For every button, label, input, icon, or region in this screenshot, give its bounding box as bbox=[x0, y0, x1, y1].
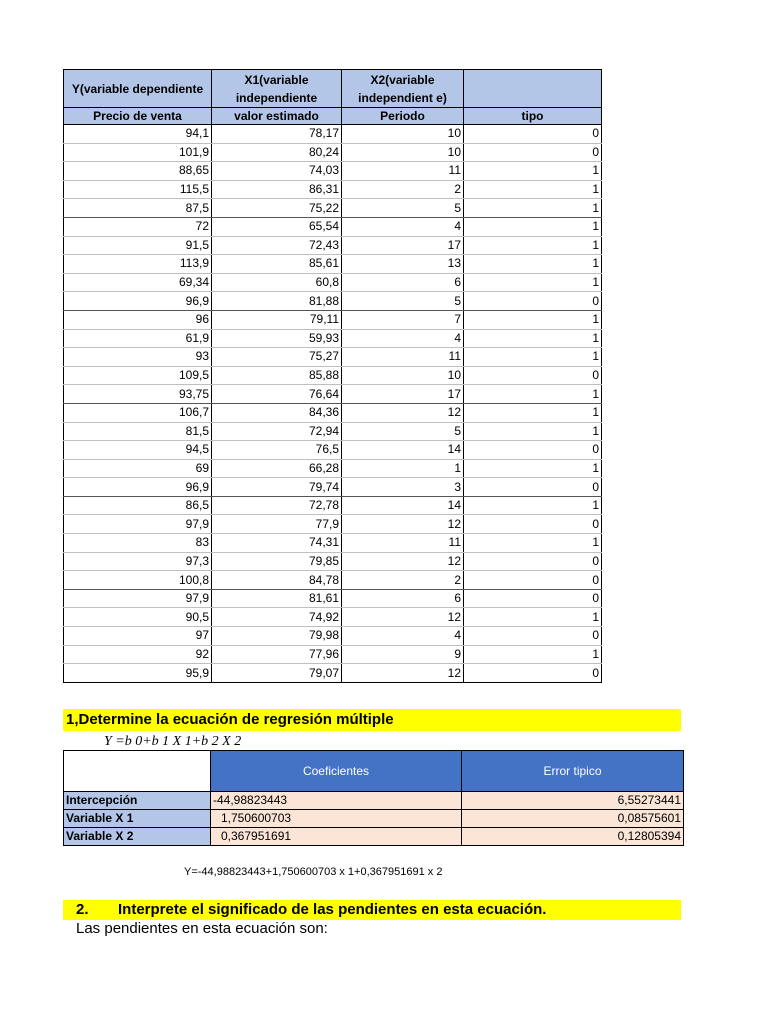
precio-cell: 69 bbox=[64, 459, 212, 478]
periodo-cell: 11 bbox=[342, 534, 464, 553]
subheader-precio: Precio de venta bbox=[64, 108, 212, 125]
periodo-cell: 7 bbox=[342, 310, 464, 329]
precio-cell: 95,9 bbox=[64, 664, 212, 683]
coef-row bbox=[64, 792, 684, 810]
table-row bbox=[64, 403, 602, 422]
valor-cell: 79,74 bbox=[212, 478, 342, 497]
table-row bbox=[64, 162, 602, 181]
table-row bbox=[64, 217, 602, 236]
section1-heading: 1,Determine la ecuación de regresión múltiple bbox=[63, 709, 681, 731]
table-row bbox=[64, 627, 602, 646]
table-row bbox=[64, 348, 602, 367]
tipo-cell: 0 bbox=[464, 627, 602, 646]
valor-cell: 66,28 bbox=[212, 459, 342, 478]
precio-cell: 97,9 bbox=[64, 515, 212, 534]
table-row bbox=[64, 459, 602, 478]
tipo-cell: 0 bbox=[464, 571, 602, 590]
periodo-cell: 10 bbox=[342, 143, 464, 162]
valor-cell: 75,22 bbox=[212, 199, 342, 218]
tipo-cell: 1 bbox=[464, 422, 602, 441]
tipo-cell: 1 bbox=[464, 645, 602, 664]
periodo-cell: 5 bbox=[342, 422, 464, 441]
section2-number: 2. bbox=[76, 901, 89, 918]
coef-label: Variable X 1 bbox=[64, 810, 211, 828]
valor-cell: 80,24 bbox=[212, 143, 342, 162]
periodo-cell: 12 bbox=[342, 403, 464, 422]
precio-cell: 100,8 bbox=[64, 571, 212, 590]
precio-cell: 87,5 bbox=[64, 199, 212, 218]
valor-cell: 79,11 bbox=[212, 310, 342, 329]
tipo-cell: 0 bbox=[464, 441, 602, 460]
header-x2: X2(variable independient e) bbox=[342, 70, 464, 108]
valor-cell: 79,85 bbox=[212, 552, 342, 571]
table-row bbox=[64, 199, 602, 218]
tipo-cell: 0 bbox=[464, 515, 602, 534]
periodo-cell: 5 bbox=[342, 199, 464, 218]
tipo-cell: 1 bbox=[464, 329, 602, 348]
tipo-cell: 0 bbox=[464, 143, 602, 162]
valor-cell: 72,43 bbox=[212, 236, 342, 255]
periodo-cell: 17 bbox=[342, 236, 464, 255]
precio-cell: 93 bbox=[64, 348, 212, 367]
precio-cell: 96,9 bbox=[64, 478, 212, 497]
coefficients-table bbox=[63, 750, 684, 846]
periodo-cell: 9 bbox=[342, 645, 464, 664]
periodo-cell: 14 bbox=[342, 496, 464, 515]
coef-value: 1,750600703 bbox=[211, 810, 462, 828]
table-row bbox=[64, 385, 602, 404]
data-table-body bbox=[64, 125, 602, 683]
valor-cell: 65,54 bbox=[212, 217, 342, 236]
periodo-cell: 10 bbox=[342, 366, 464, 385]
valor-cell: 60,8 bbox=[212, 273, 342, 292]
precio-cell: 101,9 bbox=[64, 143, 212, 162]
valor-cell: 86,31 bbox=[212, 180, 342, 199]
valor-cell: 81,88 bbox=[212, 292, 342, 311]
subheader-periodo: Periodo bbox=[342, 108, 464, 125]
table-row bbox=[64, 571, 602, 590]
tipo-cell: 1 bbox=[464, 162, 602, 181]
periodo-cell: 4 bbox=[342, 627, 464, 646]
coef-value: 0,367951691 bbox=[211, 828, 462, 846]
section2-heading bbox=[63, 900, 681, 920]
tipo-cell: 1 bbox=[464, 403, 602, 422]
tipo-cell: 1 bbox=[464, 348, 602, 367]
table-row bbox=[64, 125, 602, 144]
coef-header-error: Error tipico bbox=[462, 751, 684, 792]
periodo-cell: 5 bbox=[342, 292, 464, 311]
header-x1: X1(variable independiente bbox=[212, 70, 342, 108]
tipo-cell: 1 bbox=[464, 310, 602, 329]
section2-title: Interprete el significado de las pendientes en esta ecuación. bbox=[118, 901, 547, 918]
tipo-cell: 1 bbox=[464, 459, 602, 478]
precio-cell: 93,75 bbox=[64, 385, 212, 404]
precio-cell: 94,5 bbox=[64, 441, 212, 460]
periodo-cell: 12 bbox=[342, 515, 464, 534]
table-row bbox=[64, 310, 602, 329]
table-row bbox=[64, 366, 602, 385]
precio-cell: 72 bbox=[64, 217, 212, 236]
table-row bbox=[64, 534, 602, 553]
table-row bbox=[64, 329, 602, 348]
tipo-cell: 1 bbox=[464, 534, 602, 553]
tipo-cell: 1 bbox=[464, 273, 602, 292]
periodo-cell: 2 bbox=[342, 180, 464, 199]
precio-cell: 97,3 bbox=[64, 552, 212, 571]
coef-label: Variable X 2 bbox=[64, 828, 211, 846]
periodo-cell: 12 bbox=[342, 608, 464, 627]
tipo-cell: 1 bbox=[464, 199, 602, 218]
coef-header-coeficientes: Coeficientes bbox=[211, 751, 462, 792]
precio-cell: 92 bbox=[64, 645, 212, 664]
coef-error: 0,12805394 bbox=[462, 828, 684, 846]
periodo-cell: 17 bbox=[342, 385, 464, 404]
table-row bbox=[64, 552, 602, 571]
header-blank bbox=[464, 70, 602, 108]
valor-cell: 79,98 bbox=[212, 627, 342, 646]
tipo-cell: 1 bbox=[464, 255, 602, 274]
header-y: Y(variable dependiente bbox=[64, 70, 212, 108]
coef-error: 6,55273441 bbox=[462, 792, 684, 810]
table-row bbox=[64, 422, 602, 441]
periodo-cell: 12 bbox=[342, 664, 464, 683]
precio-cell: 96 bbox=[64, 310, 212, 329]
periodo-cell: 3 bbox=[342, 478, 464, 497]
valor-cell: 77,96 bbox=[212, 645, 342, 664]
valor-cell: 85,88 bbox=[212, 366, 342, 385]
table-row bbox=[64, 645, 602, 664]
valor-cell: 81,61 bbox=[212, 589, 342, 608]
periodo-cell: 1 bbox=[342, 459, 464, 478]
table-row bbox=[64, 292, 602, 311]
valor-cell: 74,03 bbox=[212, 162, 342, 181]
valor-cell: 84,78 bbox=[212, 571, 342, 590]
valor-cell: 78,17 bbox=[212, 125, 342, 144]
valor-cell: 77,9 bbox=[212, 515, 342, 534]
precio-cell: 97,9 bbox=[64, 589, 212, 608]
tipo-cell: 0 bbox=[464, 552, 602, 571]
tipo-cell: 1 bbox=[464, 608, 602, 627]
equation-formula: Y =b 0+b 1 X 1+b 2 X 2 bbox=[104, 734, 242, 749]
table-row bbox=[64, 608, 602, 627]
table-row bbox=[64, 478, 602, 497]
coef-row bbox=[64, 810, 684, 828]
precio-cell: 61,9 bbox=[64, 329, 212, 348]
precio-cell: 83 bbox=[64, 534, 212, 553]
table-row bbox=[64, 273, 602, 292]
valor-cell: 76,5 bbox=[212, 441, 342, 460]
precio-cell: 109,5 bbox=[64, 366, 212, 385]
precio-cell: 94,1 bbox=[64, 125, 212, 144]
valor-cell: 59,93 bbox=[212, 329, 342, 348]
periodo-cell: 4 bbox=[342, 329, 464, 348]
table-row bbox=[64, 496, 602, 515]
tipo-cell: 1 bbox=[464, 217, 602, 236]
table-row bbox=[64, 236, 602, 255]
tipo-cell: 0 bbox=[464, 366, 602, 385]
periodo-cell: 14 bbox=[342, 441, 464, 460]
subheader-row bbox=[64, 108, 602, 125]
precio-cell: 90,5 bbox=[64, 608, 212, 627]
precio-cell: 106,7 bbox=[64, 403, 212, 422]
tipo-cell: 1 bbox=[464, 496, 602, 515]
precio-cell: 86,5 bbox=[64, 496, 212, 515]
valor-cell: 72,94 bbox=[212, 422, 342, 441]
precio-cell: 96,9 bbox=[64, 292, 212, 311]
coef-error: 0,08575601 bbox=[462, 810, 684, 828]
coef-row bbox=[64, 828, 684, 846]
valor-cell: 74,31 bbox=[212, 534, 342, 553]
precio-cell: 69,34 bbox=[64, 273, 212, 292]
subheader-tipo: tipo bbox=[464, 108, 602, 125]
data-table bbox=[63, 69, 602, 683]
table-row bbox=[64, 143, 602, 162]
periodo-cell: 2 bbox=[342, 571, 464, 590]
tipo-cell: 0 bbox=[464, 589, 602, 608]
periodo-cell: 11 bbox=[342, 348, 464, 367]
periodo-cell: 13 bbox=[342, 255, 464, 274]
periodo-cell: 11 bbox=[342, 162, 464, 181]
tipo-cell: 1 bbox=[464, 180, 602, 199]
coef-header-blank bbox=[64, 751, 211, 792]
coef-value: -44,98823443 bbox=[211, 792, 462, 810]
valor-cell: 79,07 bbox=[212, 664, 342, 683]
table-row bbox=[64, 255, 602, 274]
coef-label: Intercepción bbox=[64, 792, 211, 810]
valor-cell: 84,36 bbox=[212, 403, 342, 422]
coef-header-row bbox=[64, 751, 684, 792]
subheader-valor: valor estimado bbox=[212, 108, 342, 125]
periodo-cell: 10 bbox=[342, 125, 464, 144]
tipo-cell: 0 bbox=[464, 664, 602, 683]
periodo-cell: 6 bbox=[342, 589, 464, 608]
valor-cell: 85,61 bbox=[212, 255, 342, 274]
answer-text: Las pendientes en esta ecuación son: bbox=[76, 920, 328, 937]
table-row bbox=[64, 515, 602, 534]
tipo-cell: 0 bbox=[464, 125, 602, 144]
periodo-cell: 6 bbox=[342, 273, 464, 292]
precio-cell: 113,9 bbox=[64, 255, 212, 274]
tipo-cell: 1 bbox=[464, 385, 602, 404]
precio-cell: 97 bbox=[64, 627, 212, 646]
table-row bbox=[64, 180, 602, 199]
table-row bbox=[64, 589, 602, 608]
header-row bbox=[64, 70, 602, 108]
precio-cell: 81,5 bbox=[64, 422, 212, 441]
tipo-cell: 0 bbox=[464, 292, 602, 311]
periodo-cell: 12 bbox=[342, 552, 464, 571]
tipo-cell: 1 bbox=[464, 236, 602, 255]
table-row bbox=[64, 441, 602, 460]
tipo-cell: 0 bbox=[464, 478, 602, 497]
valor-cell: 74,92 bbox=[212, 608, 342, 627]
table-row bbox=[64, 664, 602, 683]
regression-equation: Y=-44,98823443+1,750600703 x 1+0,367951691 x 2 bbox=[184, 866, 443, 878]
periodo-cell: 4 bbox=[342, 217, 464, 236]
valor-cell: 76,64 bbox=[212, 385, 342, 404]
precio-cell: 91,5 bbox=[64, 236, 212, 255]
valor-cell: 72,78 bbox=[212, 496, 342, 515]
valor-cell: 75,27 bbox=[212, 348, 342, 367]
precio-cell: 115,5 bbox=[64, 180, 212, 199]
precio-cell: 88,65 bbox=[64, 162, 212, 181]
